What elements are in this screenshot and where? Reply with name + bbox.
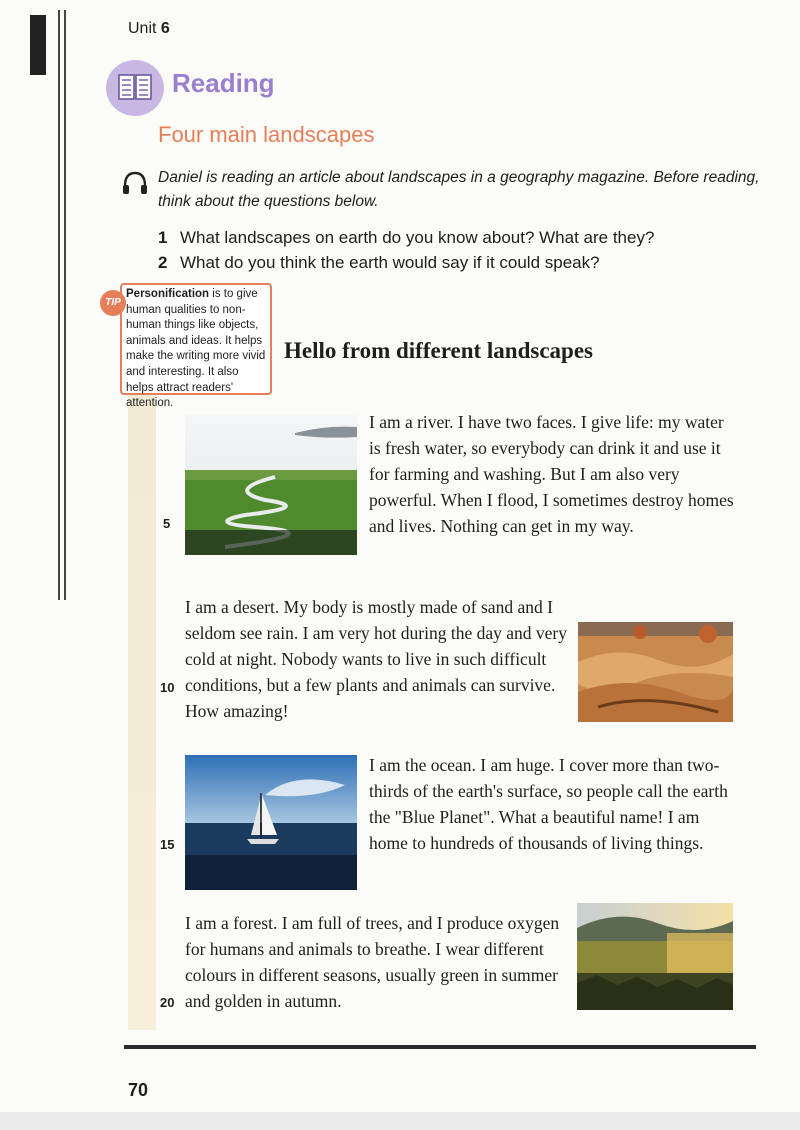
- unit-label: Unit 6: [128, 20, 170, 37]
- forest-photo: [577, 903, 733, 1010]
- binding-line: [58, 10, 60, 600]
- question-2: 2 What do you think the earth would say if it could speak?: [158, 253, 600, 272]
- desert-photo: [578, 622, 733, 722]
- reading-badge: [106, 60, 164, 116]
- footer-rule: [124, 1045, 756, 1049]
- lesson-subtitle: Four main landscapes: [158, 122, 375, 147]
- paragraph-forest: I am a forest. I am full of trees, and I produce oxygen for humans and animals to breathe. I wear different colours in different seasons, usually green in summer and golden in autumn.: [185, 913, 560, 1011]
- binding-edge: [30, 15, 46, 75]
- question-1: 1 What landscapes on earth do you know about? What are they?: [158, 228, 655, 247]
- line-number: 5: [163, 516, 171, 531]
- page-number: 70: [128, 1080, 149, 1100]
- line-number: 10: [160, 680, 175, 695]
- paragraph-river: I am a river. I have two faces. I give life: my water is fresh water, so everybody can drink it and use it for farming and washing. But I am also very powerful. When I flood, I sometimes destroy homes and lives. Nothing can get in my way.: [369, 412, 734, 536]
- river-photo: [185, 415, 357, 555]
- scan-edge: [0, 1112, 800, 1130]
- tip-tag: TIP: [100, 290, 126, 316]
- ocean-photo: [185, 755, 357, 890]
- line-number: 15: [160, 837, 175, 852]
- intro-text: Daniel is reading an article about landscapes in a geography magazine. Before reading, think about the questions below.: [158, 169, 760, 210]
- page-margin-band: [128, 390, 156, 1030]
- paragraph-desert: I am a desert. My body is mostly made of sand and I seldom see rain. I am very hot during the day and very cold at night. Nobody wants to live in such difficult conditions, but a few plants and animals can survive. How amazing!: [185, 597, 567, 721]
- paragraph-ocean: I am the ocean. I am huge. I cover more than two-thirds of the earth's surface, so people call the earth the "Blue Planet". What a beautiful name! I am home to hundreds of thousands of living things.: [369, 755, 728, 853]
- binding-line: [64, 10, 66, 600]
- article-title: Hello from different landscapes: [284, 338, 593, 363]
- tip-text: Personification is to give human qualities to non-human things like objects, animals and ideas. It helps make the writing more vivid and interesting. It also helps attract readers' attention.: [126, 288, 266, 410]
- line-number: 20: [160, 995, 175, 1010]
- section-title: Reading: [172, 68, 275, 98]
- book-icon: [106, 60, 164, 116]
- headphones-icon: [120, 168, 150, 202]
